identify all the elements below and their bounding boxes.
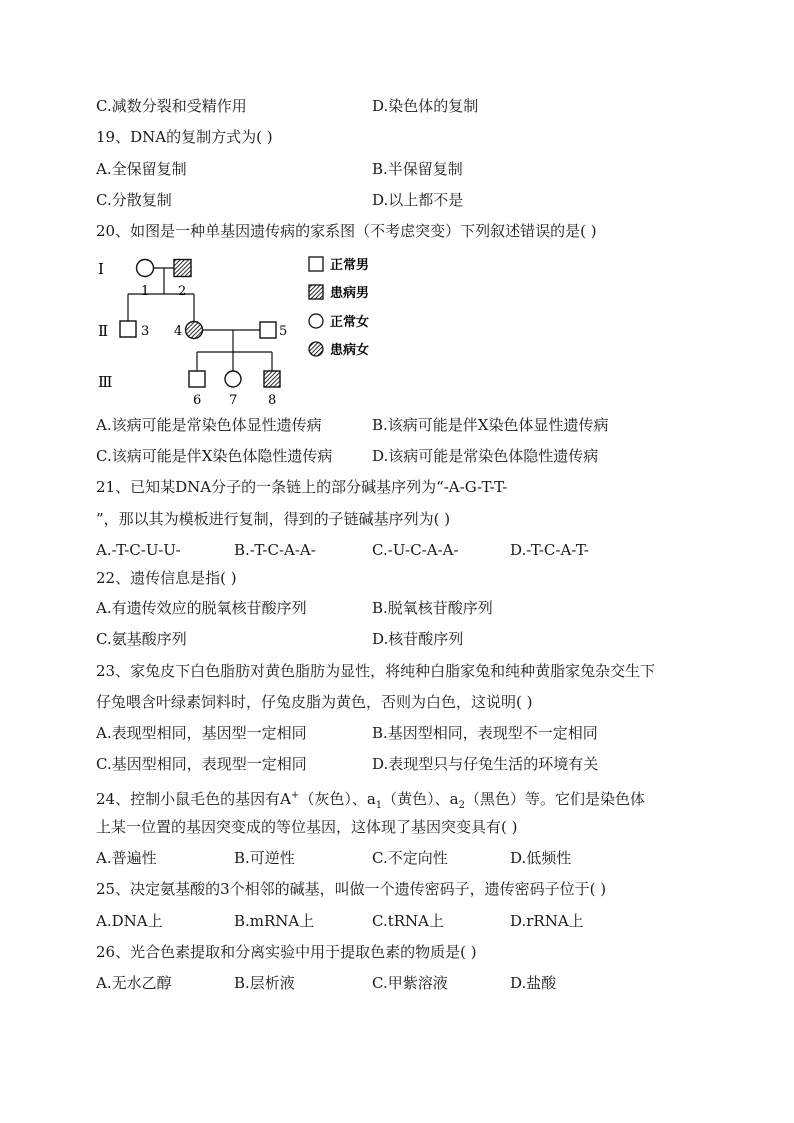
member-1-normal-female	[137, 260, 154, 277]
q19-option-b: B.半保留复制	[372, 160, 463, 178]
q24-stem-line1	[96, 785, 645, 817]
q24-allele-subscript-2: 2	[458, 800, 465, 811]
q21-stem-line2: ”，那以其为模板进行复制，得到的子链碱基序列为( )	[96, 510, 451, 528]
member-label-6: 6	[193, 393, 202, 408]
q21-option-a: A.-T-C-U-U-	[96, 541, 181, 559]
pedigree-diagram	[96, 250, 396, 410]
q20-option-d: D.该病可能是常染色体隐性遗传病	[372, 447, 599, 465]
q19-stem: 19、DNA的复制方式为( )	[96, 128, 273, 146]
q23-option-d: D.表现型只与仔兔生活的环境有关	[372, 755, 599, 773]
q20-option-c: C.该病可能是伴X染色体隐性遗传病	[96, 447, 333, 465]
member-6-normal-male	[189, 371, 205, 387]
legend-affected-male-icon	[309, 285, 323, 299]
q26-stem: 26、光合色素提取和分离实验中用于提取色素的物质是( )	[96, 943, 477, 961]
q24-stem-part-b: （灰色）、a	[299, 790, 376, 808]
q22-stem: 22、遗传信息是指( )	[96, 569, 237, 587]
q22-option-b: B.脱氧核苷酸序列	[372, 599, 493, 617]
member-label-7: 7	[229, 393, 238, 408]
q21-option-c: C.-U-C-A-A-	[372, 541, 459, 559]
member-5-normal-male	[260, 322, 276, 338]
member-3-normal-male	[120, 321, 136, 337]
legend-normal-male-icon	[309, 257, 323, 271]
q26-option-a: A.无水乙醇	[96, 974, 172, 992]
q25-option-d: D.rRNA上	[510, 912, 584, 930]
q20-option-a: A.该病可能是常染色体显性遗传病	[96, 416, 322, 434]
q23-option-a: A.表现型相同，基因型一定相同	[96, 724, 307, 742]
q26-option-b: B.层析液	[234, 974, 295, 992]
member-label-2: 2	[178, 284, 187, 299]
pedigree-lines	[128, 268, 272, 371]
member-label-3: 3	[141, 324, 150, 339]
q24-option-c: C.不定向性	[372, 849, 448, 867]
generation-label-3: Ⅲ	[98, 373, 113, 391]
q21-stem-line1: 21、已知某DNA分子的一条链上的部分碱基序列为“-A-G-T-T-	[96, 478, 508, 496]
q23-stem-line1: 23、家兔皮下白色脂肪对黄色脂肪为显性，将纯种白脂家兔和纯种黄脂家兔杂交生下	[96, 662, 656, 680]
q24-option-b: B.可逆性	[234, 849, 295, 867]
q23-option-c: C.基因型相同，表现型一定相同	[96, 755, 307, 773]
member-label-4: 4	[174, 324, 183, 339]
q23-option-b: B.基因型相同，表现型不一定相同	[372, 724, 598, 742]
member-label-8: 8	[268, 393, 277, 408]
q24-stem-part-d: （黑色）等。它们是染色体	[464, 790, 645, 808]
q24-stem-part-c: （黄色）、a	[382, 790, 459, 808]
q24-option-d: D.低频性	[510, 849, 572, 867]
member-4-affected-female	[186, 322, 203, 339]
q22-option-a: A.有遗传效应的脱氧核苷酸序列	[96, 599, 307, 617]
q19-option-a: A.全保留复制	[96, 160, 187, 178]
q26-option-d: D.盐酸	[510, 974, 557, 992]
q22-option-c: C.氨基酸序列	[96, 630, 187, 648]
q21-option-b: B.-T-C-A-A-	[234, 541, 316, 559]
legend-affected-female: 患病女	[330, 343, 370, 358]
q18-option-d: D.染色体的复制	[372, 97, 479, 115]
legend-normal-female-icon	[309, 314, 323, 328]
q24-allele-subscript-1: 1	[375, 800, 383, 811]
q24-stem-line2: 上某一位置的基因突变成的等位基因，这体现了基因突变具有( )	[96, 818, 518, 836]
legend-affected-female-icon	[309, 342, 323, 356]
member-8-affected-male	[264, 371, 280, 387]
q22-option-d: D.核苷酸序列	[372, 630, 464, 648]
member-label-5: 5	[279, 324, 288, 339]
member-7-normal-female	[225, 371, 241, 387]
q24-option-a: A.普遍性	[96, 849, 157, 867]
q23-stem-line2: 仔兔喂含叶绿素饲料时，仔兔皮脂为黄色，否则为白色，这说明( )	[96, 693, 533, 711]
q21-option-d: D.-T-C-A-T-	[510, 541, 589, 559]
q24-allele-superscript: +	[290, 790, 300, 801]
member-2-affected-male	[174, 260, 191, 277]
q26-option-c: C.甲紫溶液	[372, 974, 448, 992]
q19-option-d: D.以上都不是	[372, 191, 464, 209]
q24-stem-part-a: 24、控制小鼠毛色的基因有A	[96, 790, 291, 808]
q18-option-c: C.减数分裂和受精作用	[96, 97, 247, 115]
legend-normal-male: 正常男	[330, 258, 370, 273]
generation-label-2: Ⅱ	[98, 322, 109, 340]
q25-stem: 25、决定氨基酸的3个相邻的碱基，叫做一个遗传密码子，遗传密码子位于( )	[96, 880, 607, 898]
legend-normal-female: 正常女	[330, 315, 370, 330]
q25-option-a: A.DNA上	[96, 912, 163, 930]
legend-affected-male: 患病男	[330, 286, 370, 301]
q20-stem: 20、如图是一种单基因遗传病的家系图（不考虑突变）下列叙述错误的是( )	[96, 222, 597, 240]
generation-label-1: Ⅰ	[98, 260, 104, 278]
q20-option-b: B.该病可能是伴X染色体显性遗传病	[372, 416, 609, 434]
member-label-1: 1	[141, 284, 150, 299]
q19-option-c: C.分散复制	[96, 191, 172, 209]
q25-option-b: B.mRNA上	[234, 912, 315, 930]
q25-option-c: C.tRNA上	[372, 912, 444, 930]
